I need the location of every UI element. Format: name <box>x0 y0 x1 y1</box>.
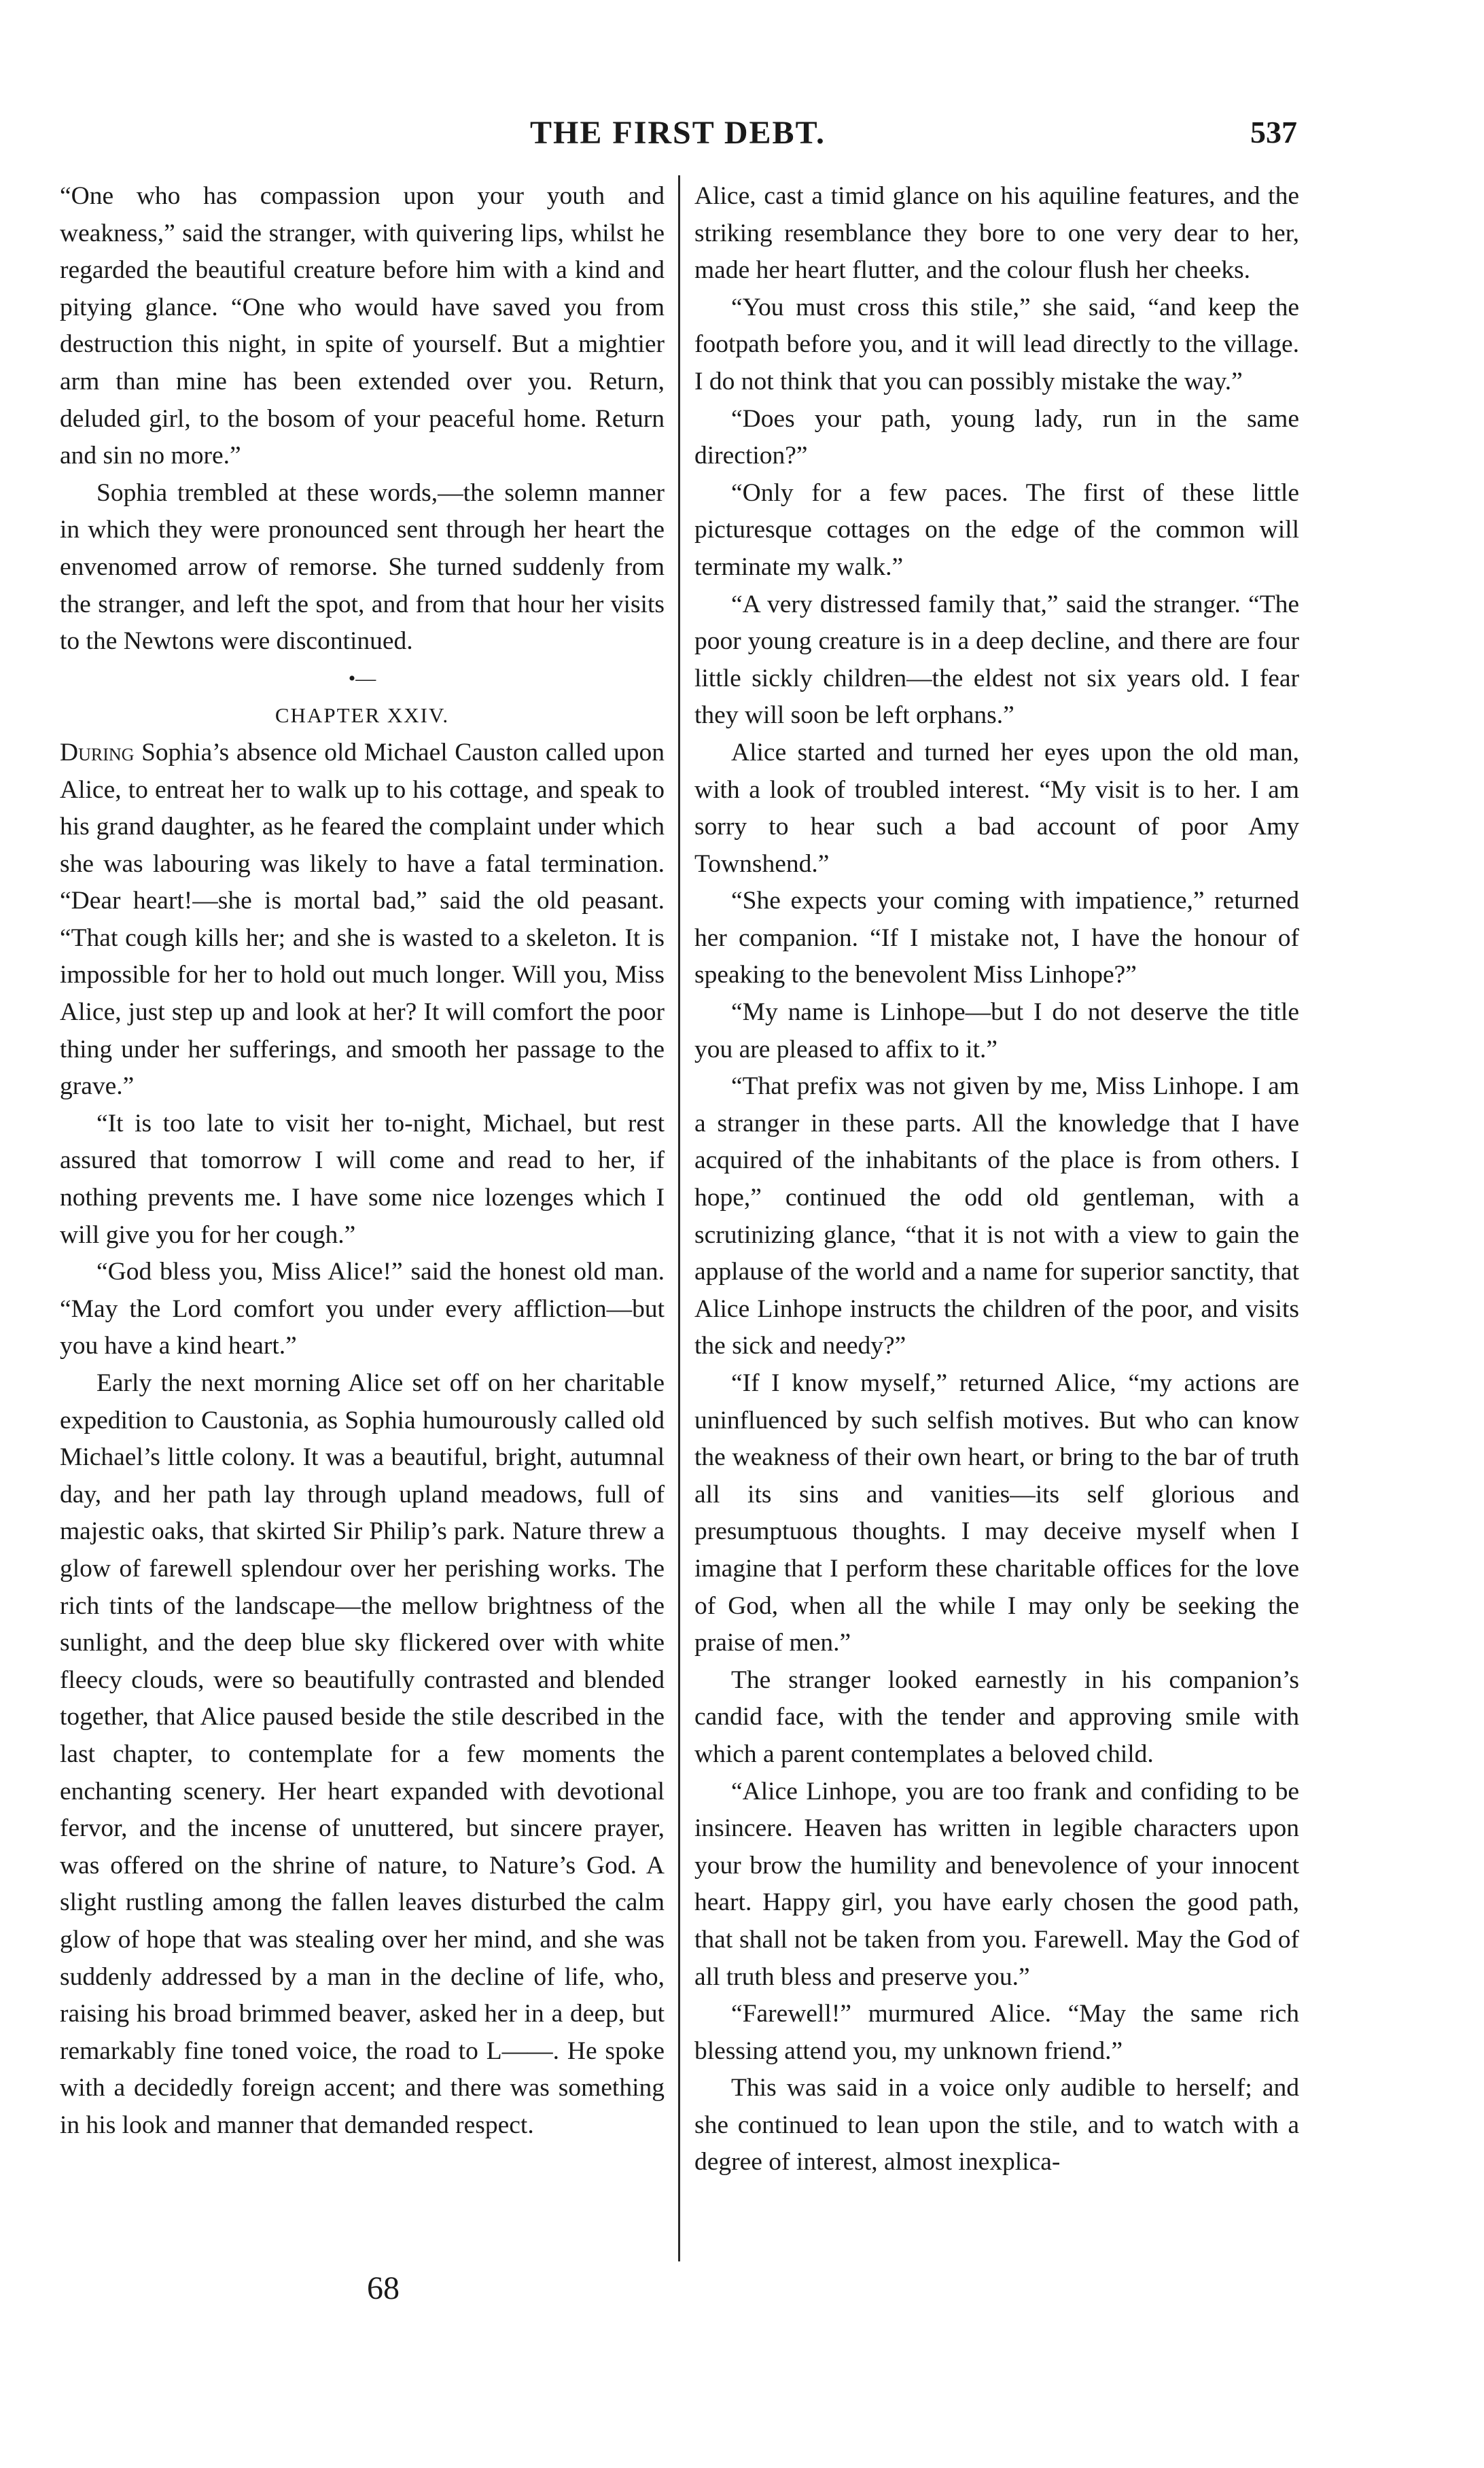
paragraph: This was said in a voice only audible to herself; and she continued to lean upon the stile, and to watch with a degree of interest, almost inexplica- <box>694 2074 1299 2176</box>
paragraph: “That prefix was not given by me, Miss Linhope. I am a stranger in these parts. All the knowledge that I have acquired of the inhabitants of the place is from others. I hope,” continued the odd old gentleman, with a scrutinizing glance, “that it is not with a view to gain the applause of the world and a name for superior sanctity, that Alice Linhope instructs the children of the poor, and visits the sick and needy?” <box>694 1072 1299 1360</box>
page-number: 537 <box>1250 115 1297 149</box>
paragraph: Alice started and turned her eyes upon the old man, with a look of troubled interest. “My visit is to her. I am sorry to hear such a bad account of poor Amy Townshend.” <box>694 738 1299 878</box>
left-column <box>60 178 665 2144</box>
paragraph: “A very distressed family that,” said the stranger. “The poor young creature is in a deep decline, and there are four little sickly children—the eldest not six years old. I fear they will soon be left orphans.” <box>694 590 1299 730</box>
drop-word: During <box>60 738 135 766</box>
paragraph: “Only for a few paces. The first of these little picturesque cottages on the edge of the common will terminate my walk.” <box>694 478 1299 581</box>
paragraph: “It is too late to visit her to-night, Michael, but rest assured that tomorrow I will come and read to her, if nothing prevents me. I have some nice lozenges which I will give you for her cough.” <box>60 1109 665 1249</box>
signature-mark: 68 <box>367 2270 400 2306</box>
paragraph: Alice, cast a timid glance on his aquiline features, and the striking resemblance they bore to one very dear to her, made her heart flutter, and the colour flush her cheeks. <box>694 182 1299 285</box>
paragraph: “My name is Linhope—but I do not deserve the title you are pleased to affix to it.” <box>694 998 1299 1063</box>
right-column <box>694 178 1299 2181</box>
paragraph: Sophia trembled at these words,—the solemn manner in which they were pronounced sent through her heart the envenomed arrow of remorse. She turned suddenly from the stranger, and left the spot, and from that hour her visits to the Newtons were discontinued. <box>60 478 665 656</box>
paragraph: “One who has compassion upon your youth and weakness,” said the stranger, with quivering lips, whilst he regarded the beautiful creature before him with a kind and pitying glance. “One who would have saved you from destruction this night, in spite of yourself. But a mightier arm than mine has been extended over you. Return, deluded girl, to the bosom of your peaceful home. Return and sin no more.” <box>60 182 665 470</box>
paragraph: “You must cross this stile,” she said, “and keep the footpath before you, and it will lead directly to the village. I do not think that you can possibly mistake the way.” <box>694 293 1299 395</box>
paragraph-text: Sophia’s absence old Michael Causton called upon Alice, to entreat her to walk up to his cottage, and speak to his grand daughter, as he feared the complaint under which she was labouring was likely to have a fatal termination. “Dear heart!—she is mortal bad,” said the old peasant. “That cough kills her; and she is wasted to a skeleton. It is impossible for her to hold out much longer. Will you, Miss Alice, just step up and look at her? It will comfort the poor thing under her sufferings, and smooth her passage to the grave.” <box>60 738 665 1101</box>
running-head <box>0 114 1484 169</box>
paragraph: “Alice Linhope, you are too frank and confiding to be insincere. Heaven has written in legible characters upon your brow the humility and benevolence of your innocent heart. Happy girl, you have early chosen the good path, that shall not be taken from you. Farewell. May the God of all truth bless and preserve you.” <box>694 1777 1299 1991</box>
running-title: THE FIRST DEBT. <box>530 115 826 151</box>
paragraph: The stranger looked earnestly in his companion’s candid face, with the tender and approving smile with which a parent contemplates a beloved child. <box>694 1665 1299 1768</box>
paragraph: “If I know myself,” returned Alice, “my actions are uninfluenced by such selfish motives. But who can know the weakness of their own heart, or bring to the bar of truth all its sins and vanities—its self glorious and presumptuous thoughts. I may deceive myself when I imagine that I perform these charitable offices for the love of God, when all the while I may only be seeking the praise of men.” <box>694 1369 1299 1657</box>
paragraph: Early the next morning Alice set off on her charitable expedition to Caustonia, as Sophia humourously called old Michael’s little colony. It was a beautiful, bright, autumnal day, and her path lay through upland meadows, full of majestic oaks, that skirted Sir Philip’s park. Nature threw a glow of farewell splendour over her perishing works. The rich tints of the landscape—the mellow brightness of the sunlight, and the deep blue sky flickered over with white fleecy clouds, were so beautifully contrasted and blended together, that Alice paused beside the stile described in the last chapter, to contemplate for a few moments the enchanting scenery. Her heart expanded with devotional fervor, and the incense of unuttered, but sincere prayer, was offered on the shrine of nature, to Nature’s God. A slight rustling among the fallen leaves disturbed the calm glow of hope that was stealing over her mind, and she was suddenly addressed by a man in the decline of life, who, raising his broad brimmed beaver, asked her in a deep, but remarkably fine toned voice, the road to L——. He spoke with a decidedly foreign accent; and there was something in his look and manner that demanded respect. <box>60 1369 665 2139</box>
section-ornament: •— <box>348 667 376 690</box>
paragraph: “She expects your coming with impatience,” returned her companion. “If I mistake not, I have the honour of speaking to the benevolent Miss Linhope?” <box>694 887 1299 989</box>
paragraph: “God bless you, Miss Alice!” said the honest old man. “May the Lord comfort you under every affliction—but you have a kind heart.” <box>60 1258 665 1360</box>
chapter-heading: CHAPTER XXIV. <box>275 703 450 728</box>
paragraph <box>60 735 665 1106</box>
paragraph: “Does your path, young lady, run in the same direction?” <box>694 404 1299 470</box>
column-divider <box>678 175 680 2261</box>
paragraph: “Farewell!” murmured Alice. “May the same rich blessing attend you, my unknown friend.” <box>694 2000 1299 2065</box>
